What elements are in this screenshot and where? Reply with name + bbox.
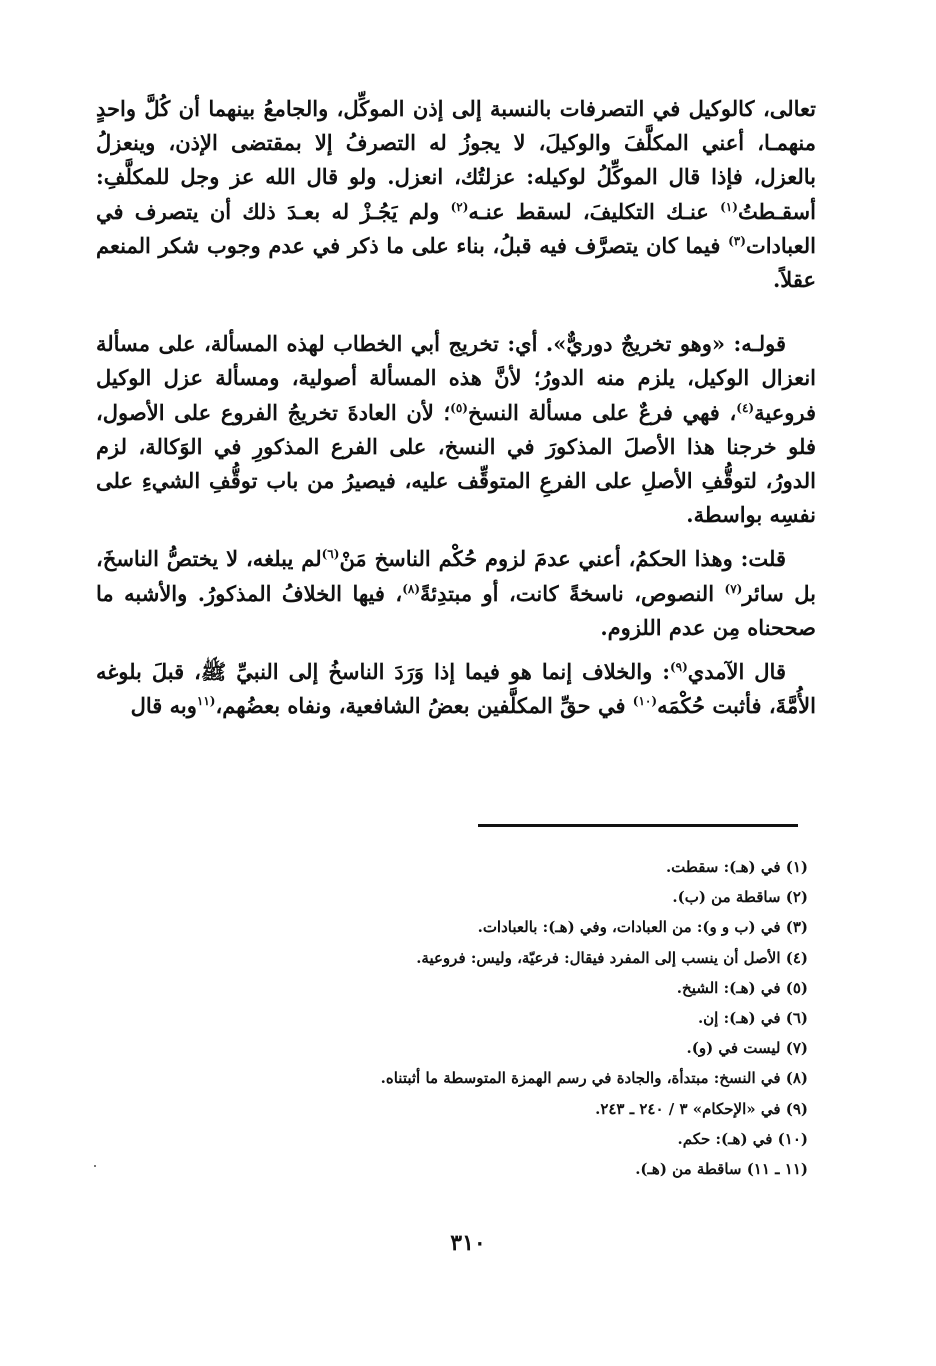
footnote-ref-7: (٧) (724, 581, 743, 596)
main-text-body (96, 92, 816, 723)
footnote-item: (٢) ساقطة من (ب). (672, 888, 808, 907)
scan-speck (94, 1165, 96, 1167)
paragraph-3-text-d: ، فيها الخلافُ المذكورُ. والأشبه ما صححناه مِن عدم اللزوم. (96, 580, 816, 640)
footnote-item: (١١ ـ ١١) ساقطة من (هـ). (635, 1160, 808, 1179)
footnote-ref-3: (٣) (728, 233, 746, 248)
footnote-item: (٨) في النسخ: مبتدأة، والجادة في رسم الهمزة المتوسطة ما أثبتناه. (380, 1069, 808, 1088)
paragraph-4-text-a: قال الآمدي (687, 659, 786, 685)
footnote-ref-4: (٤) (736, 400, 755, 415)
footnote-ref-9: (٩) (669, 660, 688, 675)
paragraph-3 (96, 542, 816, 645)
footnote-ref-2: (٢) (450, 199, 469, 214)
paragraph-4 (96, 655, 816, 723)
paragraph-4-text-d: وبه قال (130, 693, 197, 719)
paragraph-1-text-d: فيما كان يتصرَّف فيه قبلُ، بناء على ما ذكر في عدم وجوب شكر المنعم عقلاً. (96, 232, 816, 293)
footnote-separator-rule (478, 824, 798, 827)
footnote-ref-11: (١١ (196, 694, 216, 709)
paragraph-2-text-a: قولـه: «وهو تخريجٌ دوريٌّ». أي: تخريج أبي الخطاب لهذه المسألة، على مسألة انعزال الوكيل، يلزم منه الدورُ؛ لأنَّ هذه المسألة أصولية، ومسألة عزل الوكيل فروعية (96, 331, 816, 425)
paragraph-4-text-b: : والخلاف إنما هو فيما إذا وَرَدَ الناسخُ إلى النبيِّ ﷺ، قبلَ بلوغه الأُمَّةَ، فأثبت حُكْمَه (96, 659, 816, 719)
paragraph-3-text-c: النصوص، ناسخةً كانت، أو مبتدِئةً (420, 580, 725, 606)
footnote-item: (٧) ليست في (و). (686, 1039, 808, 1058)
footnote-item: (٤) الأصل أن ينسب إلى المفرد فيقال: فرعيّة، وليس: فروعية. (416, 948, 808, 967)
paragraph-2-text-b: ، فهي فرعٌ على مسألة النسخ (467, 399, 737, 425)
footnote-item: (١٠) في (هـ): حكم. (677, 1129, 808, 1148)
paragraph-4-text-c: في حقِّ المكلَّفين بعضُ الشافعية، ونفاه بعضُهم، (215, 693, 633, 719)
footnote-ref-1: (١) (720, 199, 738, 214)
paragraph-2 (96, 327, 816, 532)
footnote-ref-10: (١٠) (632, 694, 658, 709)
paragraph-2-text-c: ؛ لأن العادةَ تخريجُ الفروع على الأصول، فلو خرجنا هذا الأصلَ المذكورَ في النسخ، على الفرع المذكورِ في الوَكالة، لزم الدورُ، لتوقُّفِ الأصلِ على الفرعِ المتوقِّف عليه، فيصيرُ من باب توقُّفِ الشيءِ على نفسِه بواسطة. (96, 399, 816, 528)
footnote-ref-5: (٥) (450, 400, 468, 415)
paragraph-1 (96, 92, 816, 297)
footnote-ref-6: (٦) (321, 547, 340, 562)
footnote-item: (٩) في «الإحكام» ٣ / ٢٤٠ ـ ٢٤٣. (595, 1099, 808, 1118)
footnote-item: (١) في (هـ): سقطت. (665, 858, 808, 876)
paragraph-1-text-a: تعالى، كالوكيل في التصرفات بالنسبة إلى إذن الموكِّل، والجامعُ بينهما أن كُلَّ واحدٍ منهمـا، أعني المكلَّفَ والوكيلَ، لا يجوزُ له التصرفُ إلا بمقتضى الإذن، وينعزلُ بالعزل، فإذا قال الموكِّلُ لوكيله: عزلتُك، انعزل. ولو قال الله عز وجل للمكلَّفِ: أسقـطتُ (96, 96, 816, 224)
footnote-item: (٥) في (هـ): الشيخ. (676, 978, 808, 997)
footnote-ref-8: (٨) (402, 581, 421, 596)
footnotes-list (248, 852, 808, 1184)
paragraph-3-text-a: قلت: وهذا الحكمُ، أعني عدمَ لزوم حُكْم الناسخ مَنْ (339, 546, 786, 572)
paragraph-1-text-c: ولم يَجُـزْ له بعـدَ ذلك أن يتصرف في العبادات (96, 198, 816, 258)
footnote-item: (٣) في (ب و و): من العبادات، وفي (هـ): بالعبادات. (477, 918, 808, 937)
paragraph-3-text-b: لم يبلغه، لا يختصُّ الناسخَ، بل سائر (96, 546, 816, 606)
page-number: ٣١٠ (450, 1230, 486, 1256)
paragraph-1-text-b: عنـك التكليفَ، لسقط عنـه (468, 198, 721, 224)
footnote-item: (٦) في (هـ): إن. (697, 1009, 808, 1028)
